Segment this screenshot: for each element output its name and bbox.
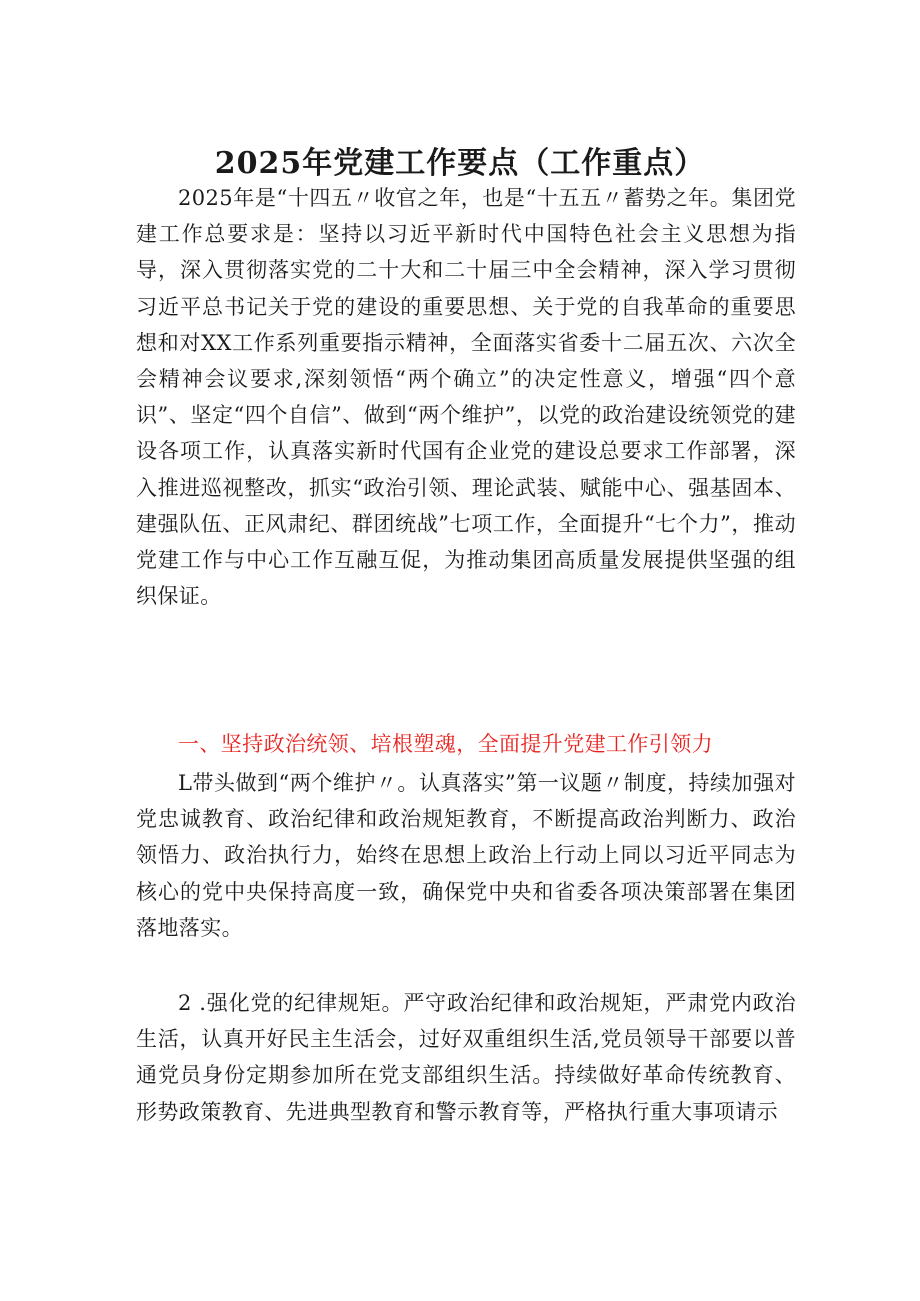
item-paragraph-2: 2 .强化党的纪律规矩。严守政治纪律和政治规矩，严肃党内政治生活，认真开好民主生活会，过好双重组织生活,党员领导干部要以普通党员身份定期参加所在党支部组织生活。持续做好革命传统教育、形势政策教育、先进典型教育和警示教育等，严格执行重大事项请示 [136,991,796,1124]
item-paragraph-1: L带头做到“两个维护〃。认真落实”第一议题〃制度，持续加强对党忠诚教育、政治纪律和政治规矩教育，不断提高政治判断力、政治领悟力、政治执行力，始终在思想上政治上行动上同以习近平同志为核心的党中央保持高度一致，确保党中央和省委各项决策部署在集团落地落实。 [136,771,796,940]
section-heading-1: 一、坚持政治统领、培根塑魂，全面提升党建工作引领力 [178,732,713,756]
intro-paragraph: 2025年是“十四五〃收官之年，也是“十五五〃蓄势之年。集团党建工作总要求是：坚持以习近平新时代中国特色社会主义思想为指导，深入贯彻落实党的二十大和二十届三中全会精神，深入学习贯彻习近平总书记关于党的建设的重要思想、关于党的自我革命的重要思想和对XX工作系列重要指示精神，全面落实省委十二届五次、六次全会精神会议要求,深刻领悟“两个确立”的决定性意义，增强“四个意识”、坚定“四个自信”、做到“两个维护”，以党的政治建设统领党的建设各项工作，认真落实新时代国有企业党的建设总要求工作部署，深入推进巡视整改，抓实“政治引领、理论武装、赋能中心、强基固本、建强队伍、正风肃纪、群团统战”七项工作，全面提升“七个力”，推动党建工作与中心工作互融互促，为推动集团高质量发展提供坚强的组织保证。 [136,186,796,609]
document-title: 2025年党建工作要点（工作重点） [214,146,706,181]
